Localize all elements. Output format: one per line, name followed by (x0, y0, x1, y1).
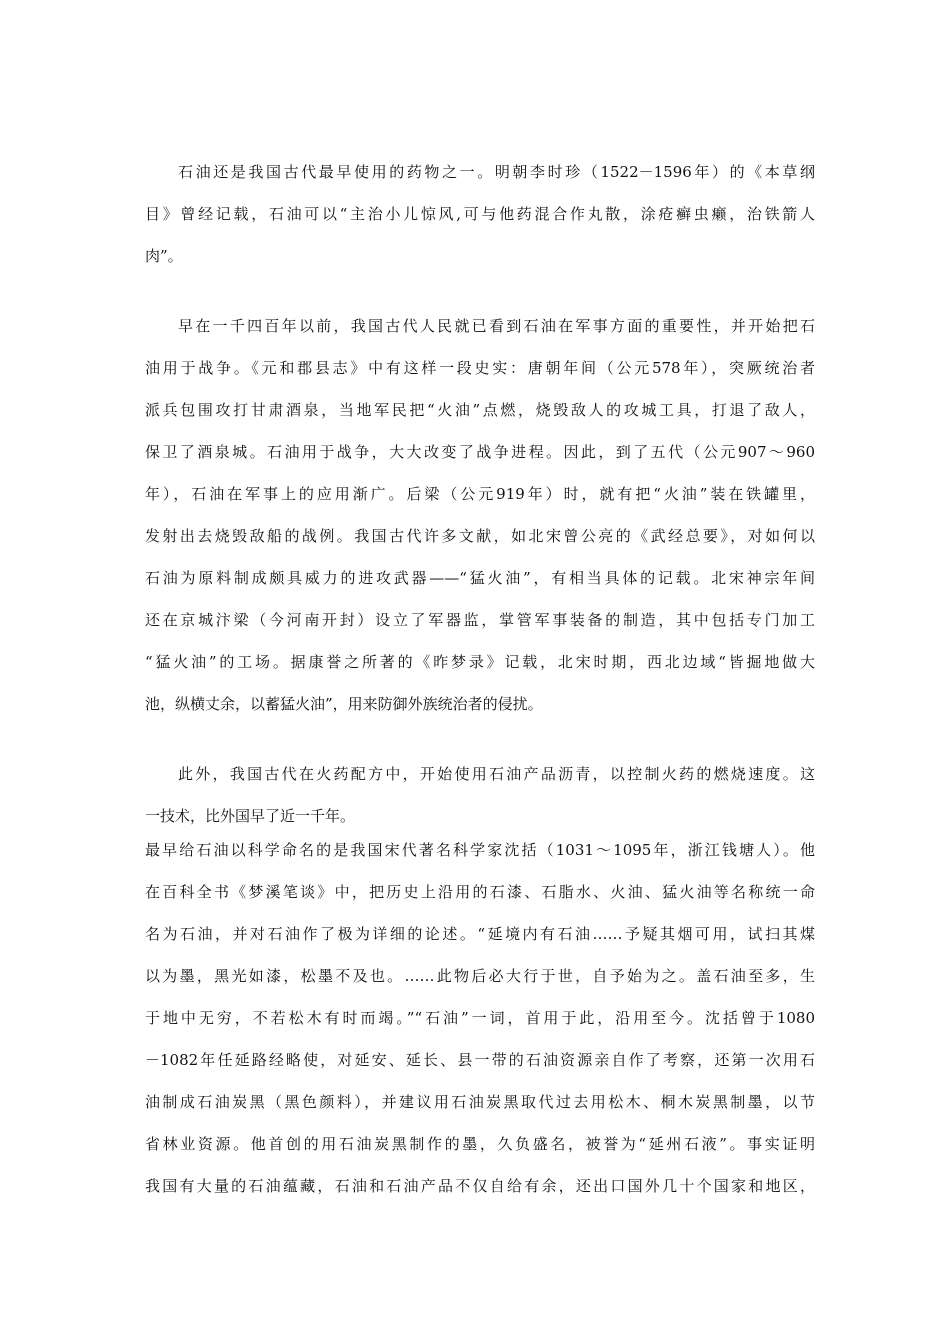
text-line: 肉”。 (145, 247, 183, 265)
text-line: 保卫了酒泉城。石油用于战争，大大改变了战争进程。因此，到了五代（公元907～960 (145, 443, 815, 461)
text-line: 目》曾经记载，石油可以“主治小儿惊风,可与他药混合作丸散，涂疮癣虫癞，治铁箭人 (145, 205, 815, 223)
text-line: 石油为原料制成颇具威力的进攻武器——“猛火油”，有相当具体的记载。北宋神宗年间 (145, 569, 815, 587)
text-line: 石油还是我国古代最早使用的药物之一。明朝李时珍（1522－1596年）的《本草纲 (178, 163, 815, 181)
text-line: 池，纵横丈余，以蓄猛火油”，用来防御外族统治者的侵扰。 (145, 695, 543, 713)
text-line: 还在京城汴梁（今河南开封）设立了军器监，掌管军事装备的制造，其中包括专门加工 (145, 611, 815, 629)
text-line: 我国有大量的石油蕴藏，石油和石油产品不仅自给有余，还出口国外几十个国家和地区， (145, 1177, 815, 1195)
text-line: 省林业资源。他首创的用石油炭黑制作的墨，久负盛名，被誉为“延州石液”。事实证明 (145, 1135, 815, 1153)
text-line: 在百科全书《梦溪笔谈》中，把历史上沿用的石漆、石脂水、火油、猛火油等名称统一命 (145, 883, 815, 901)
text-line: 一技术，比外国早了近一千年。 (145, 807, 356, 825)
text-line: 油用于战争。《元和郡县志》中有这样一段史实：唐朝年间（公元578年），突厥统治者 (145, 359, 815, 377)
text-line: “猛火油”的工场。据康誉之所著的《昨梦录》记载，北宋时期，西北边域“皆掘地做大 (145, 653, 815, 671)
text-line: 最早给石油以科学命名的是我国宋代著名科学家沈括（1031～1095年，浙江钱塘人）。他 (145, 841, 815, 859)
text-line: 此外，我国古代在火药配方中，开始使用石油产品沥青，以控制火药的燃烧速度。这 (178, 765, 815, 783)
text-line: 派兵包围攻打甘肃酒泉，当地军民把“火油”点燃，烧毁敌人的攻城工具，打退了敌人， (145, 401, 815, 419)
text-line: 名为石油，并对石油作了极为详细的论述。“延境内有石油……予疑其烟可用，试扫其煤 (145, 925, 815, 943)
text-line: 早在一千四百年以前，我国古代人民就已看到石油在军事方面的重要性，并开始把石 (178, 317, 815, 335)
text-line: 以为墨，黑光如漆，松墨不及也。……此物后必大行于世，自予始为之。盖石油至多，生 (145, 967, 815, 985)
text-line: 发射出去烧毁敌船的战例。我国古代许多文献，如北宋曾公亮的《武经总要》，对如何以 (145, 527, 815, 545)
text-line: 油制成石油炭黑（黑色颜料），并建议用石油炭黑取代过去用松木、桐木炭黑制墨，以节 (145, 1093, 815, 1111)
text-line: 于地中无穷，不若松木有时而竭。”“石油”一词，首用于此，沿用至今。沈括曾于1080 (145, 1009, 815, 1027)
text-line: －1082年任延路经略使，对延安、延长、县一带的石油资源亲自作了考察，还第一次用石 (145, 1051, 815, 1069)
text-line: 年），石油在军事上的应用渐广。后梁（公元919年）时，就有把“火油”装在铁罐里， (145, 485, 815, 503)
